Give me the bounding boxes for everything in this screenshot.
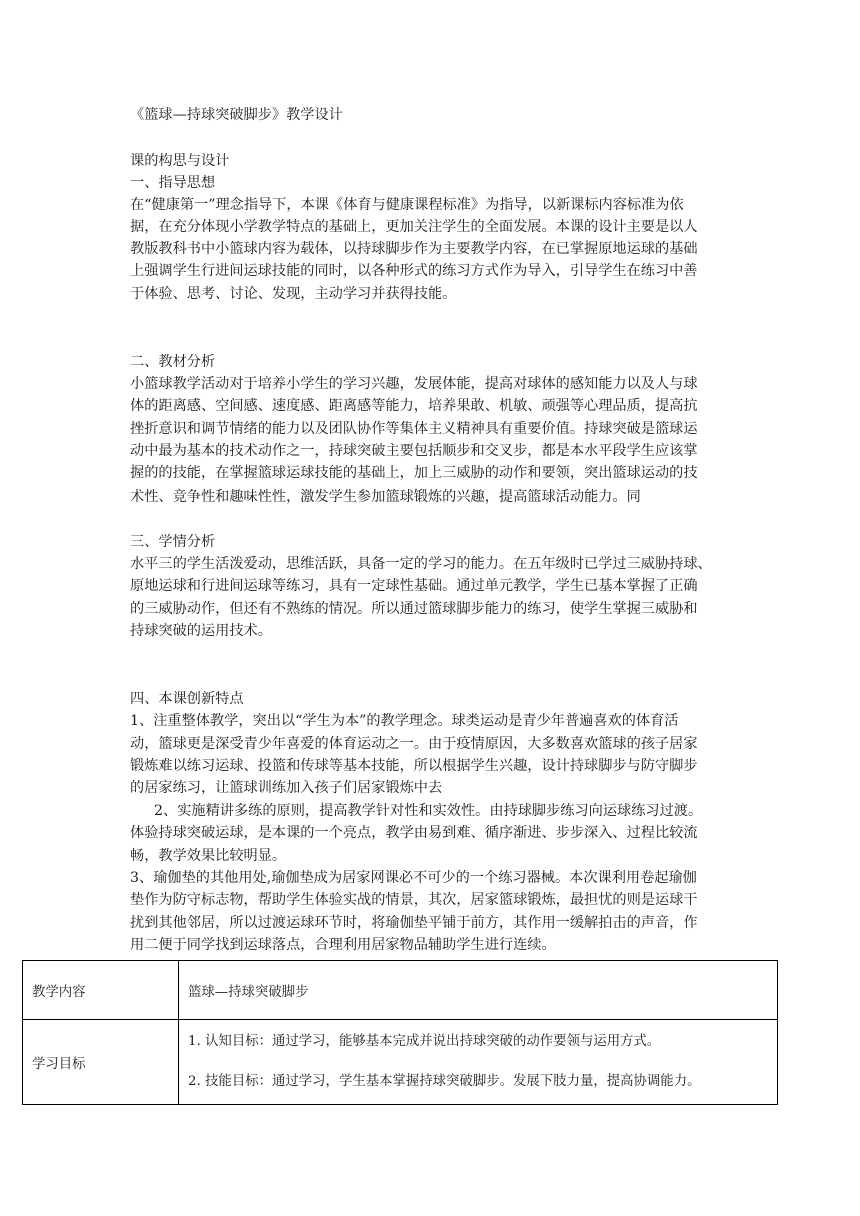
paragraph-line: 体的距离感、空间感、速度感、距离感等能力，培养果敢、机敏、顽强等心理品质，提高抗 xyxy=(130,398,698,414)
paragraph-line: 动，篮球更是深受青少年喜爱的体育运动之一。由于疫情原因，大多数喜欢篮球的孩子居家 xyxy=(130,736,698,752)
paragraph-line: 握的的技能，在掌握篮球运球技能的基础上，加上三威胁的动作和要领，突出篮球运动的技 xyxy=(130,465,698,481)
paragraph-line: 2、实施精讲多练的原则，提高教学针对性和实效性。由持球脚步练习向运球练习过渡。 xyxy=(154,803,703,819)
paragraph-line: 畅，教学效果比较明显。 xyxy=(130,848,287,864)
table-row xyxy=(23,961,778,1020)
paragraph-line: 的三威胁动作，但还有不熟练的情况。所以通过篮球脚步能力的练习，使学生掌握三威胁和 xyxy=(130,601,698,617)
table-content-cell xyxy=(179,1020,778,1105)
paragraph-line: 术性、竞争性和趣味性性，激发学生参加篮球锻炼的兴趣，提高篮球活动能力。同 xyxy=(130,489,641,505)
paragraph-line: 挫折意识和调节情绪的能力以及团队协作等集体主义精神具有重要价值。持球突破是篮球运 xyxy=(130,421,698,437)
table-row xyxy=(23,1020,778,1105)
innovation-heading: 四、本课创新特点 xyxy=(130,691,244,707)
document-title: 《篮球—持球突破脚步》教学设计 xyxy=(130,107,343,123)
paragraph-line: 持球突破的运用技术。 xyxy=(130,623,272,639)
paragraph-line: 上强调学生行进间运球技能的同时，以各种形式的练习方式作为导入，引导学生在练习中善 xyxy=(130,263,698,279)
paragraph-line: 锻炼难以练习运球、投篮和传球等基本技能，所以根据学生兴趣，设计持球脚步与防守脚步 xyxy=(130,758,698,774)
lesson-table xyxy=(22,960,778,1105)
paragraph-line: 3、瑜伽垫的其他用处,瑜伽垫成为居家网课必不可少的一个练习器械。本次课利用卷起瑜伽 xyxy=(130,870,697,886)
paragraph-line: 扰到其他邻居，所以过渡运球环节时，将瑜伽垫平铺于前方，其作用一缓解拍击的声音，作 xyxy=(130,915,698,931)
paragraph-line: 水平三的学生活泼爱动，思维活跃，具备一定的学习的能力。在五年级时已学过三威胁持球、 xyxy=(130,556,712,572)
paragraph-line: 1、注重整体教学，突出以“学生为本”的教学理念。球类运动是青少年普遍喜欢的体育活 xyxy=(130,713,679,729)
paragraph-line: 用二便于同学找到运球落点，合理利用居家物品辅助学生进行连续。 xyxy=(130,937,556,953)
paragraph-line: 动中最为基本的技术动作之一，持球突破主要包括顺步和交叉步，都是本水平段学生应该掌 xyxy=(130,443,698,459)
paragraph-line: 垫作为防守标志物，帮助学生体验实战的情景，其次，居家篮球锻炼，最担忧的则是运球干 xyxy=(130,892,698,908)
paragraph-line: 于体验、思考、讨论、发现，主动学习并获得技能。 xyxy=(130,286,457,302)
guiding-ideology-heading: 一、指导思想 xyxy=(130,175,216,191)
paragraph-line: 原地运球和行进间运球等练习，具有一定球性基础。通过单元教学，学生已基本掌握了正确 xyxy=(130,578,698,594)
paragraph-line: 的居家练习，让篮球训练加入孩子们居家锻炼中去 xyxy=(130,780,443,796)
paragraph-line: 据，在充分体现小学教学特点的基础上，更加关注学生的全面发展。本课的设计主要是以人 xyxy=(130,219,698,235)
paragraph-line: 体验持球突破运球，是本课的一个亮点，教学由易到难、循序渐进、步步深入、过程比较流 xyxy=(130,825,698,841)
learning-goal: 2. 技能目标：通过学习，学生基本掌握持球突破脚步。发展下肢力量，提高协调能力。 xyxy=(188,1074,701,1089)
learner-analysis-heading: 三、学情分析 xyxy=(130,534,216,550)
table-label-cell: 学习目标 xyxy=(23,1020,179,1105)
paragraph-line: 在“健康第一”理念指导下，本课《体育与健康课程标准》为指导，以新课标内容标准为依 xyxy=(130,197,684,213)
learning-goal: 1. 认知目标：通过学习，能够基本完成并说出持球突破的动作要领与运用方式。 xyxy=(188,1034,661,1049)
paragraph-line: 教版教科书中小篮球内容为载体，以持球脚步作为主要教学内容，在已掌握原地运球的基础 xyxy=(130,241,698,257)
paragraph-line: 小篮球教学活动对于培养小学生的学习兴趣，发展体能，提高对球体的感知能力以及人与球 xyxy=(130,376,698,392)
table-label-cell: 教学内容 xyxy=(23,961,179,1020)
section-heading: 课的构思与设计 xyxy=(130,153,230,169)
table-content-cell: 篮球—持球突破脚步 xyxy=(179,961,778,1020)
material-analysis-heading: 二、教材分析 xyxy=(130,354,216,370)
